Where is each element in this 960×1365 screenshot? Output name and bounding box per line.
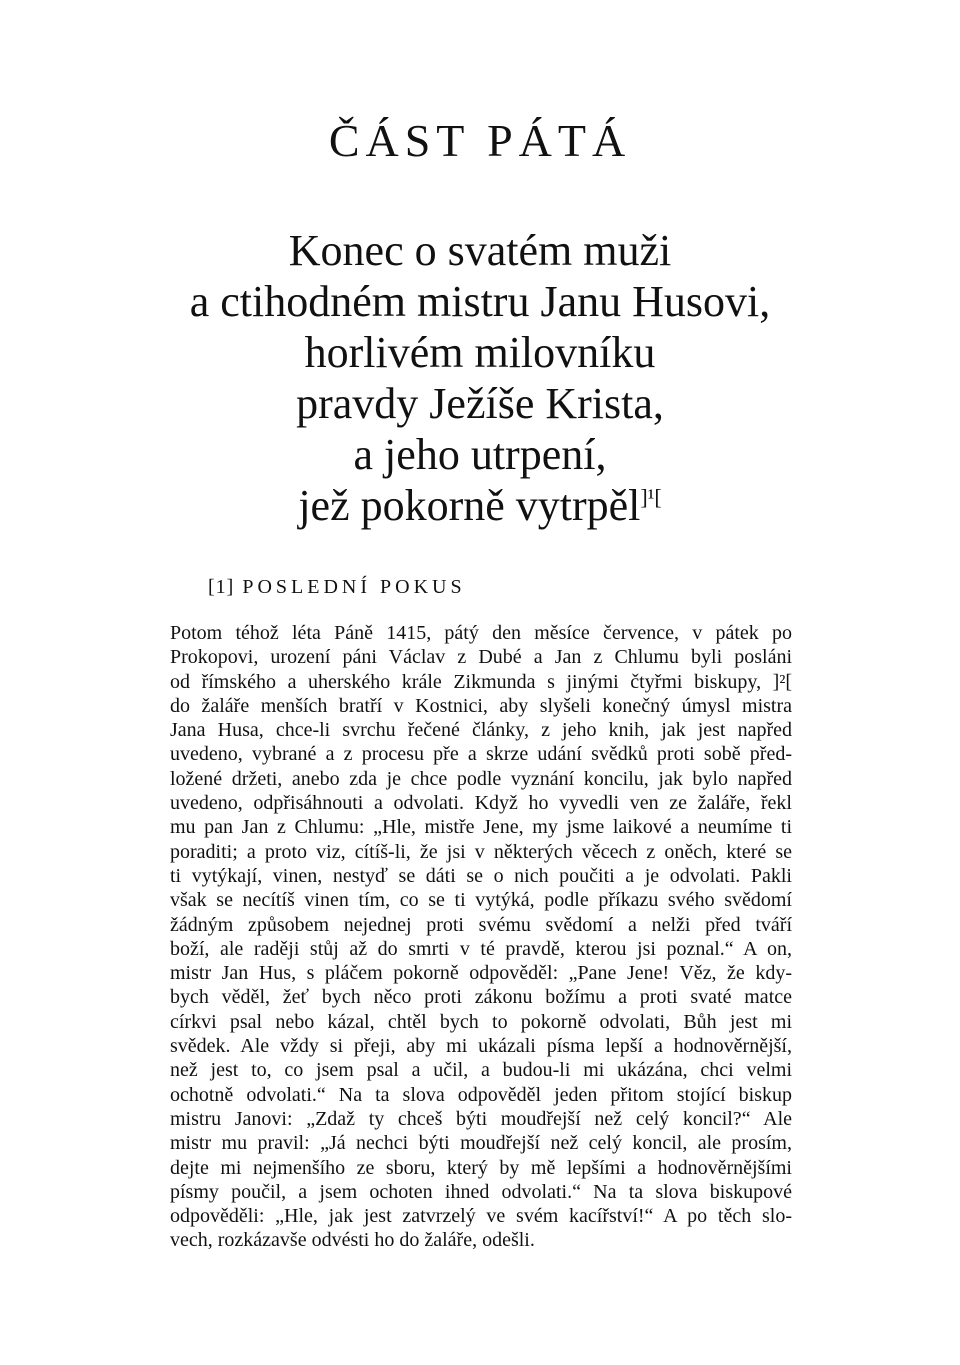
chapter-title-line: a jeho utrpení, — [353, 430, 607, 479]
chapter-title-line: horlivém milovníku — [304, 328, 656, 377]
text-line: ochotně odvolati.“ Na ta slova odpověděl jeden přitom stojící biskup — [170, 1083, 792, 1106]
section-title: POSLEDNÍ POKUS — [242, 576, 466, 598]
text-line: odpověděli: „Hle, jak jest zatvrzelý ve svém kacířství!“ A po těch slo- — [170, 1205, 792, 1228]
part-title: ČÁST PÁTÁ — [328, 115, 632, 166]
text-line: ložené držeti, anebo zda je chce podle vyznání koncilu, jak bylo napřed — [170, 767, 792, 790]
text-line: žádným způsobem nejednej proti svému svědomí a nelži před tváří — [170, 913, 792, 936]
text-line: církvi psal nebo kázal, chtěl bych to pokorně odvolati, Bůh jest mi — [170, 1010, 792, 1033]
chapter-title-line: a ctihodném mistru Janu Husovi, — [189, 277, 771, 326]
text-line: mistr mu pravil: „Já nechci býti moudřejší než celý koncil, ale prosím, — [170, 1132, 792, 1155]
footnote-mark: ]¹[ — [640, 484, 662, 510]
text-line: od římského a uherského krále Zikmunda s jinými čtyřmi biskupy, ]²[ — [170, 670, 792, 693]
chapter-title-line-text: jež pokorně vytrpěl — [298, 481, 641, 530]
text-line: uvedeno, odpřisáhnouti a odvolati. Když ho vyvedli ven ze žaláře, řekl — [170, 792, 792, 815]
text-line: Jana Husa, chce-li svrchu řečené články, z jeho knih, jak jest napřed — [170, 719, 792, 742]
body-paragraph — [170, 621, 792, 1253]
text-line-last: vech, rozkázavše odvésti ho do žaláře, odešli. — [170, 1229, 535, 1252]
text-line: svědek. Ale vždy si přeji, aby mi ukázali písma lepší a hodnověrnější, — [170, 1035, 792, 1058]
chapter-title — [0, 225, 960, 531]
chapter-title-line: pravdy Ježíše Krista, — [296, 379, 664, 428]
text-line: však se necítíš vinen tím, co se ti vytýká, podle příkazu svého svědomí — [170, 889, 792, 912]
text-line: Potom téhož léta Páně 1415, pátý den měsíce července, v pátek po — [170, 622, 792, 644]
text-line: než jest to, co jsem psal a učil, a budou-li mi ukázána, chci velmi — [170, 1059, 792, 1082]
text-line: mistru Janovi: „Zdaž ty chceš býti moudřejší než celý koncil?“ Ale — [170, 1107, 792, 1130]
chapter-title-line-last — [0, 480, 960, 531]
text-line: poraditi; a proto viz, cítíš-li, že jsi v některých věcech z oněch, které se — [170, 840, 792, 863]
text-line: Prokopovi, urození páni Václav z Dubé a Jan z Chlumu byli posláni — [170, 646, 792, 669]
text-line: mistr Jan Hus, s pláčem pokorně odpověděl: „Pane Jene! Věz, že kdy- — [170, 962, 792, 985]
text-line: bych věděl, žeť bych něco proti zákonu božímu a proti svaté matce — [170, 986, 792, 1009]
text-line: mu pan Jan z Chlumu: „Hle, mistře Jene, my jsme laikové a neumíme ti — [170, 816, 792, 839]
section-number: [1] — [208, 576, 235, 598]
text-line: dejte mi nejmenšího ze sboru, který by mě lepšími a hodnověrnějšími — [170, 1156, 792, 1179]
chapter-title-line: Konec o svatém muži — [288, 226, 672, 275]
section-heading — [208, 575, 466, 599]
text-line: ti vytýkají, vinen, nestyď se dáti se o nich poučiti a je odvolati. Pakli — [170, 864, 792, 887]
text-line: boží, ale raději stůj až do smrti v té pravdě, kterou jsi poznal.“ A on, — [170, 937, 792, 960]
text-line: do žaláře menších bratří v Kostnici, aby slyšeli konečný úmysl mistra — [170, 694, 792, 717]
text-line: uvedeno, vybrané a z procesu pře a skrze udání svědků proti sobě před- — [170, 743, 792, 766]
text-line: písmy poučil, a jsem ochoten ihned odvolati.“ Na ta slova biskupové — [170, 1180, 792, 1203]
